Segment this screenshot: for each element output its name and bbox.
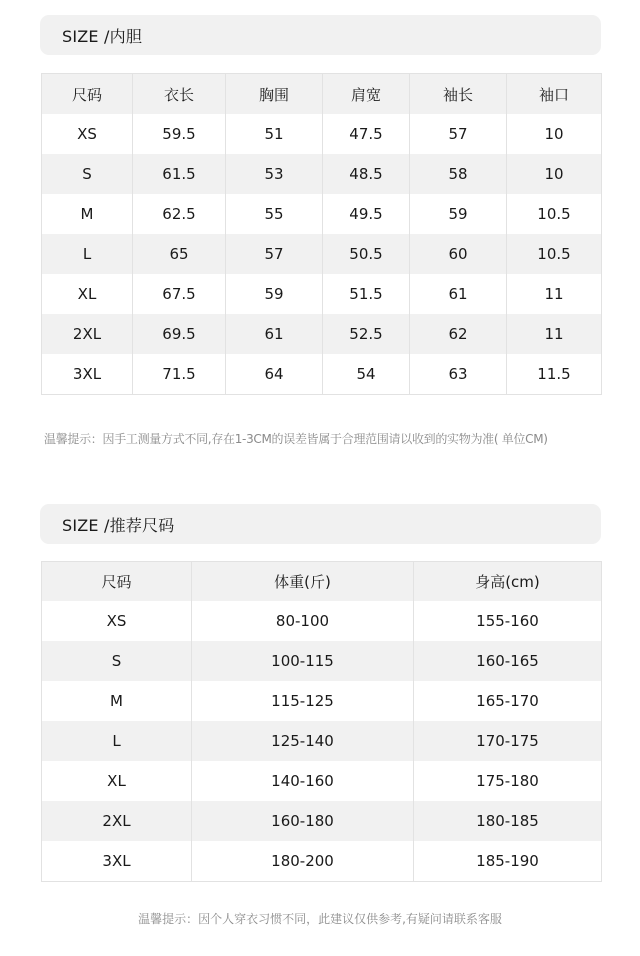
table-cell: L (42, 721, 192, 761)
table-cell: 80-100 (192, 601, 414, 641)
table-header-row (42, 74, 602, 115)
table-row (42, 234, 602, 274)
table-cell: 62.5 (133, 194, 226, 234)
table-cell: 53 (226, 154, 323, 194)
table-cell: 67.5 (133, 274, 226, 314)
column-header: 肩宽 (323, 74, 410, 115)
table-cell: 100-115 (192, 641, 414, 681)
table-cell: 54 (323, 354, 410, 395)
section-title-liner-size (40, 15, 601, 55)
measurement-note: 温馨提示：因手工测量方式不同,存在1-3CM的误差皆属于合理范围请以收到的实物为准( 单位CM) (44, 432, 548, 446)
table-cell: 185-190 (414, 841, 602, 882)
table-row (42, 314, 602, 354)
table-cell: 175-180 (414, 761, 602, 801)
table-cell: 125-140 (192, 721, 414, 761)
table-cell: 2XL (42, 314, 133, 354)
table-cell: XS (42, 601, 192, 641)
table-cell: 11 (507, 314, 602, 354)
table-row (42, 194, 602, 234)
table-cell: 60 (410, 234, 507, 274)
table-cell: S (42, 154, 133, 194)
table-row (42, 641, 602, 681)
table-cell: 180-185 (414, 801, 602, 841)
table-cell: 61.5 (133, 154, 226, 194)
table-header-row (42, 562, 602, 602)
table-cell: 61 (226, 314, 323, 354)
table-cell: 10 (507, 154, 602, 194)
table-row (42, 601, 602, 641)
table-cell: 10.5 (507, 234, 602, 274)
table-cell: 10.5 (507, 194, 602, 234)
table-cell: XL (42, 761, 192, 801)
table-cell: 51 (226, 114, 323, 154)
table-cell: 47.5 (323, 114, 410, 154)
section-title-recommended-size (40, 504, 601, 544)
table-cell: 57 (226, 234, 323, 274)
table-cell: 170-175 (414, 721, 602, 761)
table-cell: 57 (410, 114, 507, 154)
column-header: 尺码 (42, 562, 192, 602)
table-cell: 65 (133, 234, 226, 274)
column-header: 衣长 (133, 74, 226, 115)
table-row (42, 841, 602, 882)
table-cell: M (42, 194, 133, 234)
table-cell: 165-170 (414, 681, 602, 721)
table-cell: S (42, 641, 192, 681)
table-cell: 10 (507, 114, 602, 154)
section-title-text: SIZE /推荐尺码 (62, 515, 175, 535)
table-cell: 160-180 (192, 801, 414, 841)
table-cell: 59 (226, 274, 323, 314)
column-header: 身高(cm) (414, 562, 602, 602)
table-cell: 49.5 (323, 194, 410, 234)
table-cell: 160-165 (414, 641, 602, 681)
recommendation-note: 温馨提示：因个人穿衣习惯不同，此建议仅供参考,有疑问请联系客服 (138, 912, 502, 926)
table-cell: 62 (410, 314, 507, 354)
table-cell: 59.5 (133, 114, 226, 154)
column-header: 体重(斤) (192, 562, 414, 602)
table-cell: XL (42, 274, 133, 314)
table-row (42, 154, 602, 194)
recommended-size-table (41, 561, 602, 882)
table-cell: 69.5 (133, 314, 226, 354)
table-cell: 3XL (42, 841, 192, 882)
table-cell: 11 (507, 274, 602, 314)
table-cell: 11.5 (507, 354, 602, 395)
table-cell: 180-200 (192, 841, 414, 882)
table-cell: 50.5 (323, 234, 410, 274)
table-cell: M (42, 681, 192, 721)
table-row (42, 354, 602, 395)
column-header: 袖长 (410, 74, 507, 115)
table-cell: XS (42, 114, 133, 154)
liner-size-table (41, 73, 602, 395)
table-cell: 55 (226, 194, 323, 234)
table-cell: 155-160 (414, 601, 602, 641)
table-cell: 52.5 (323, 314, 410, 354)
column-header: 尺码 (42, 74, 133, 115)
table-cell: L (42, 234, 133, 274)
table-row (42, 761, 602, 801)
table-cell: 71.5 (133, 354, 226, 395)
table-row (42, 801, 602, 841)
table-cell: 48.5 (323, 154, 410, 194)
table-cell: 2XL (42, 801, 192, 841)
table-cell: 59 (410, 194, 507, 234)
table-row (42, 721, 602, 761)
table-cell: 51.5 (323, 274, 410, 314)
table-cell: 140-160 (192, 761, 414, 801)
table-cell: 63 (410, 354, 507, 395)
table-row (42, 274, 602, 314)
table-cell: 115-125 (192, 681, 414, 721)
column-header: 胸围 (226, 74, 323, 115)
table-row (42, 114, 602, 154)
table-cell: 3XL (42, 354, 133, 395)
table-cell: 61 (410, 274, 507, 314)
table-cell: 58 (410, 154, 507, 194)
section-title-text: SIZE /内胆 (62, 26, 143, 46)
column-header: 袖口 (507, 74, 602, 115)
table-cell: 64 (226, 354, 323, 395)
table-row (42, 681, 602, 721)
